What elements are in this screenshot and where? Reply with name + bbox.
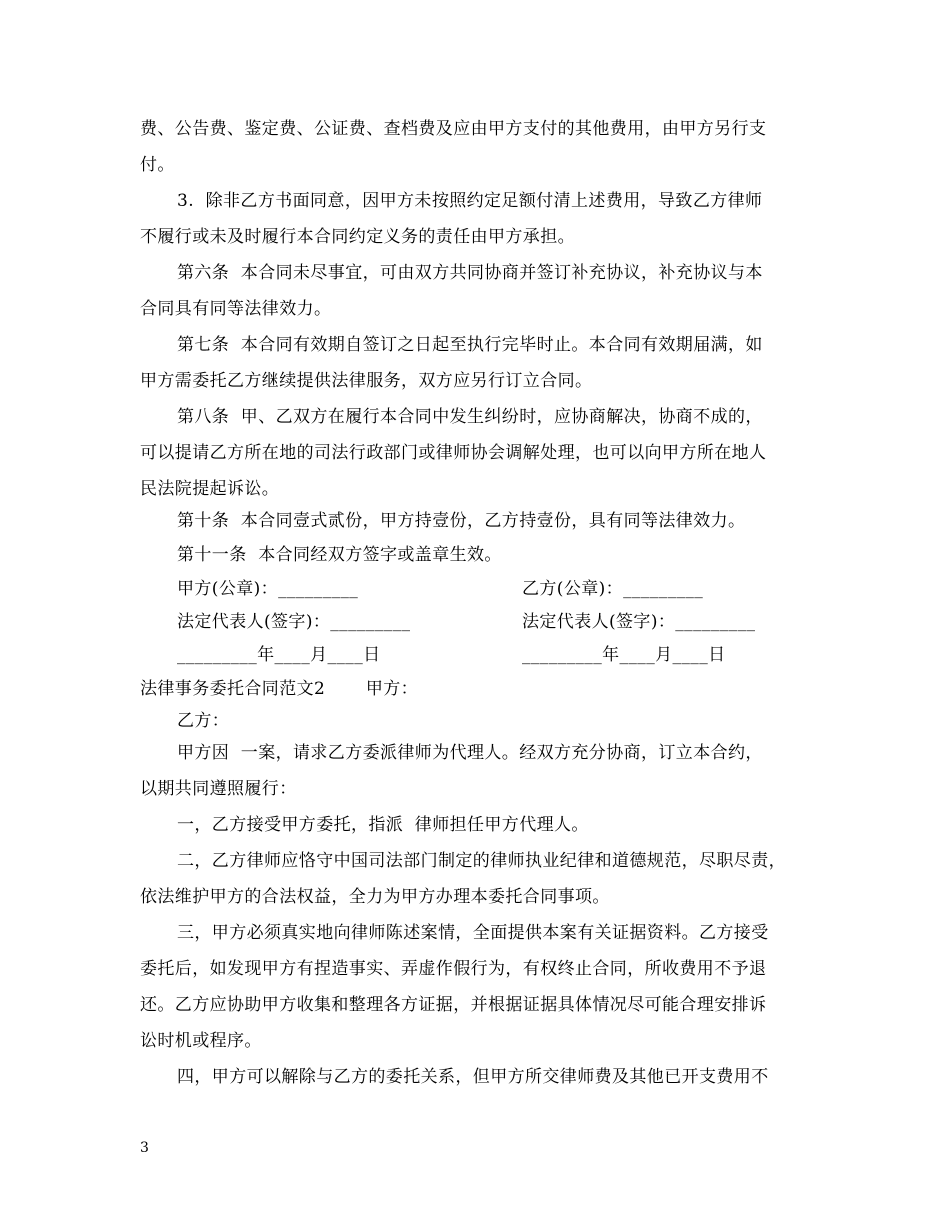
paragraph-line: 依法维护甲方的合法权益，全力为甲方办理本委托合同事项。 bbox=[140, 887, 610, 907]
party-a-representative: 法定代表人(签字)：_________ bbox=[177, 612, 411, 632]
paragraph-line: 三，甲方必须真实地向律师陈述案情，全面提供本案有关证据资料。乙方接受 bbox=[177, 923, 769, 943]
paragraph-line: 付。 bbox=[140, 155, 175, 175]
paragraph-line: 第十一条 本合同经双方签字或盖章生效。 bbox=[177, 545, 502, 565]
party-a-date: _________年____月____日 bbox=[177, 645, 381, 665]
paragraph-line: 四，甲方可以解除与乙方的委托关系，但甲方所交律师费及其他已开支费用不 bbox=[177, 1067, 769, 1087]
party-a-seal: 甲方(公章)：_________ bbox=[177, 579, 359, 599]
paragraph-line: 可以提请乙方所在地的司法行政部门或律师协会调解处理，也可以向甲方所在地人 bbox=[140, 443, 767, 463]
paragraph-line: 不履行或未及时履行本合同约定义务的责任由甲方承担。 bbox=[140, 227, 575, 247]
paragraph-line: 二，乙方律师应恪守中国司法部门制定的律师执业纪律和道德规范，尽职尽责， bbox=[177, 851, 786, 871]
party-b-seal: 乙方(公章)：_________ bbox=[522, 579, 704, 599]
party-b-representative: 法定代表人(签字)：_________ bbox=[522, 612, 756, 632]
page-number: 3 bbox=[140, 1140, 149, 1156]
contract2-title: 法律事务委托合同范文2 甲方： bbox=[140, 679, 419, 699]
paragraph-line: 民法院提起诉讼。 bbox=[140, 479, 280, 499]
paragraph-line: 以期共同遵照履行： bbox=[140, 779, 297, 799]
paragraph-line: 甲方因 一案，请求乙方委派律师为代理人。经双方充分协商，订立本合约， bbox=[177, 743, 763, 763]
paragraph-line: 3. 除非乙方书面同意，因甲方未按照约定足额付清上述费用，导致乙方律师 bbox=[177, 191, 763, 211]
party-b-date: _________年____月____日 bbox=[522, 645, 726, 665]
paragraph-line: 一，乙方接受甲方委托，指派 律师担任甲方代理人。 bbox=[177, 815, 589, 835]
paragraph-line: 费、公告费、鉴定费、公证费、查档费及应由甲方支付的其他费用，由甲方另行支 bbox=[140, 119, 767, 139]
contract2-party-b: 乙方： bbox=[177, 711, 230, 731]
paragraph-line: 甲方需委托乙方继续提供法律服务，双方应另行订立合同。 bbox=[140, 371, 593, 391]
paragraph-line: 委托后，如发现甲方有捏造事实、弄虚作假行为，有权终止合同，所收费用不予退 bbox=[140, 959, 767, 979]
paragraph-line: 第十条 本合同壹式贰份，甲方持壹份，乙方持壹份，具有同等法律效力。 bbox=[177, 511, 746, 531]
paragraph-line: 第八条 甲、乙双方在履行本合同中发生纠纷时，应协商解决，协商不成的， bbox=[177, 407, 763, 427]
paragraph-line: 讼时机或程序。 bbox=[140, 1031, 262, 1051]
paragraph-line: 第七条 本合同有效期自签订之日起至执行完毕时止。本合同有效期届满，如 bbox=[177, 335, 763, 355]
paragraph-line: 还。乙方应协助甲方收集和整理各方证据，并根据证据具体情况尽可能合理安排诉 bbox=[140, 995, 767, 1015]
paragraph-line: 第六条 本合同未尽事宜，可由双方共同协商并签订补充协议，补充协议与本 bbox=[177, 263, 763, 283]
paragraph-line: 合同具有同等法律效力。 bbox=[140, 299, 332, 319]
